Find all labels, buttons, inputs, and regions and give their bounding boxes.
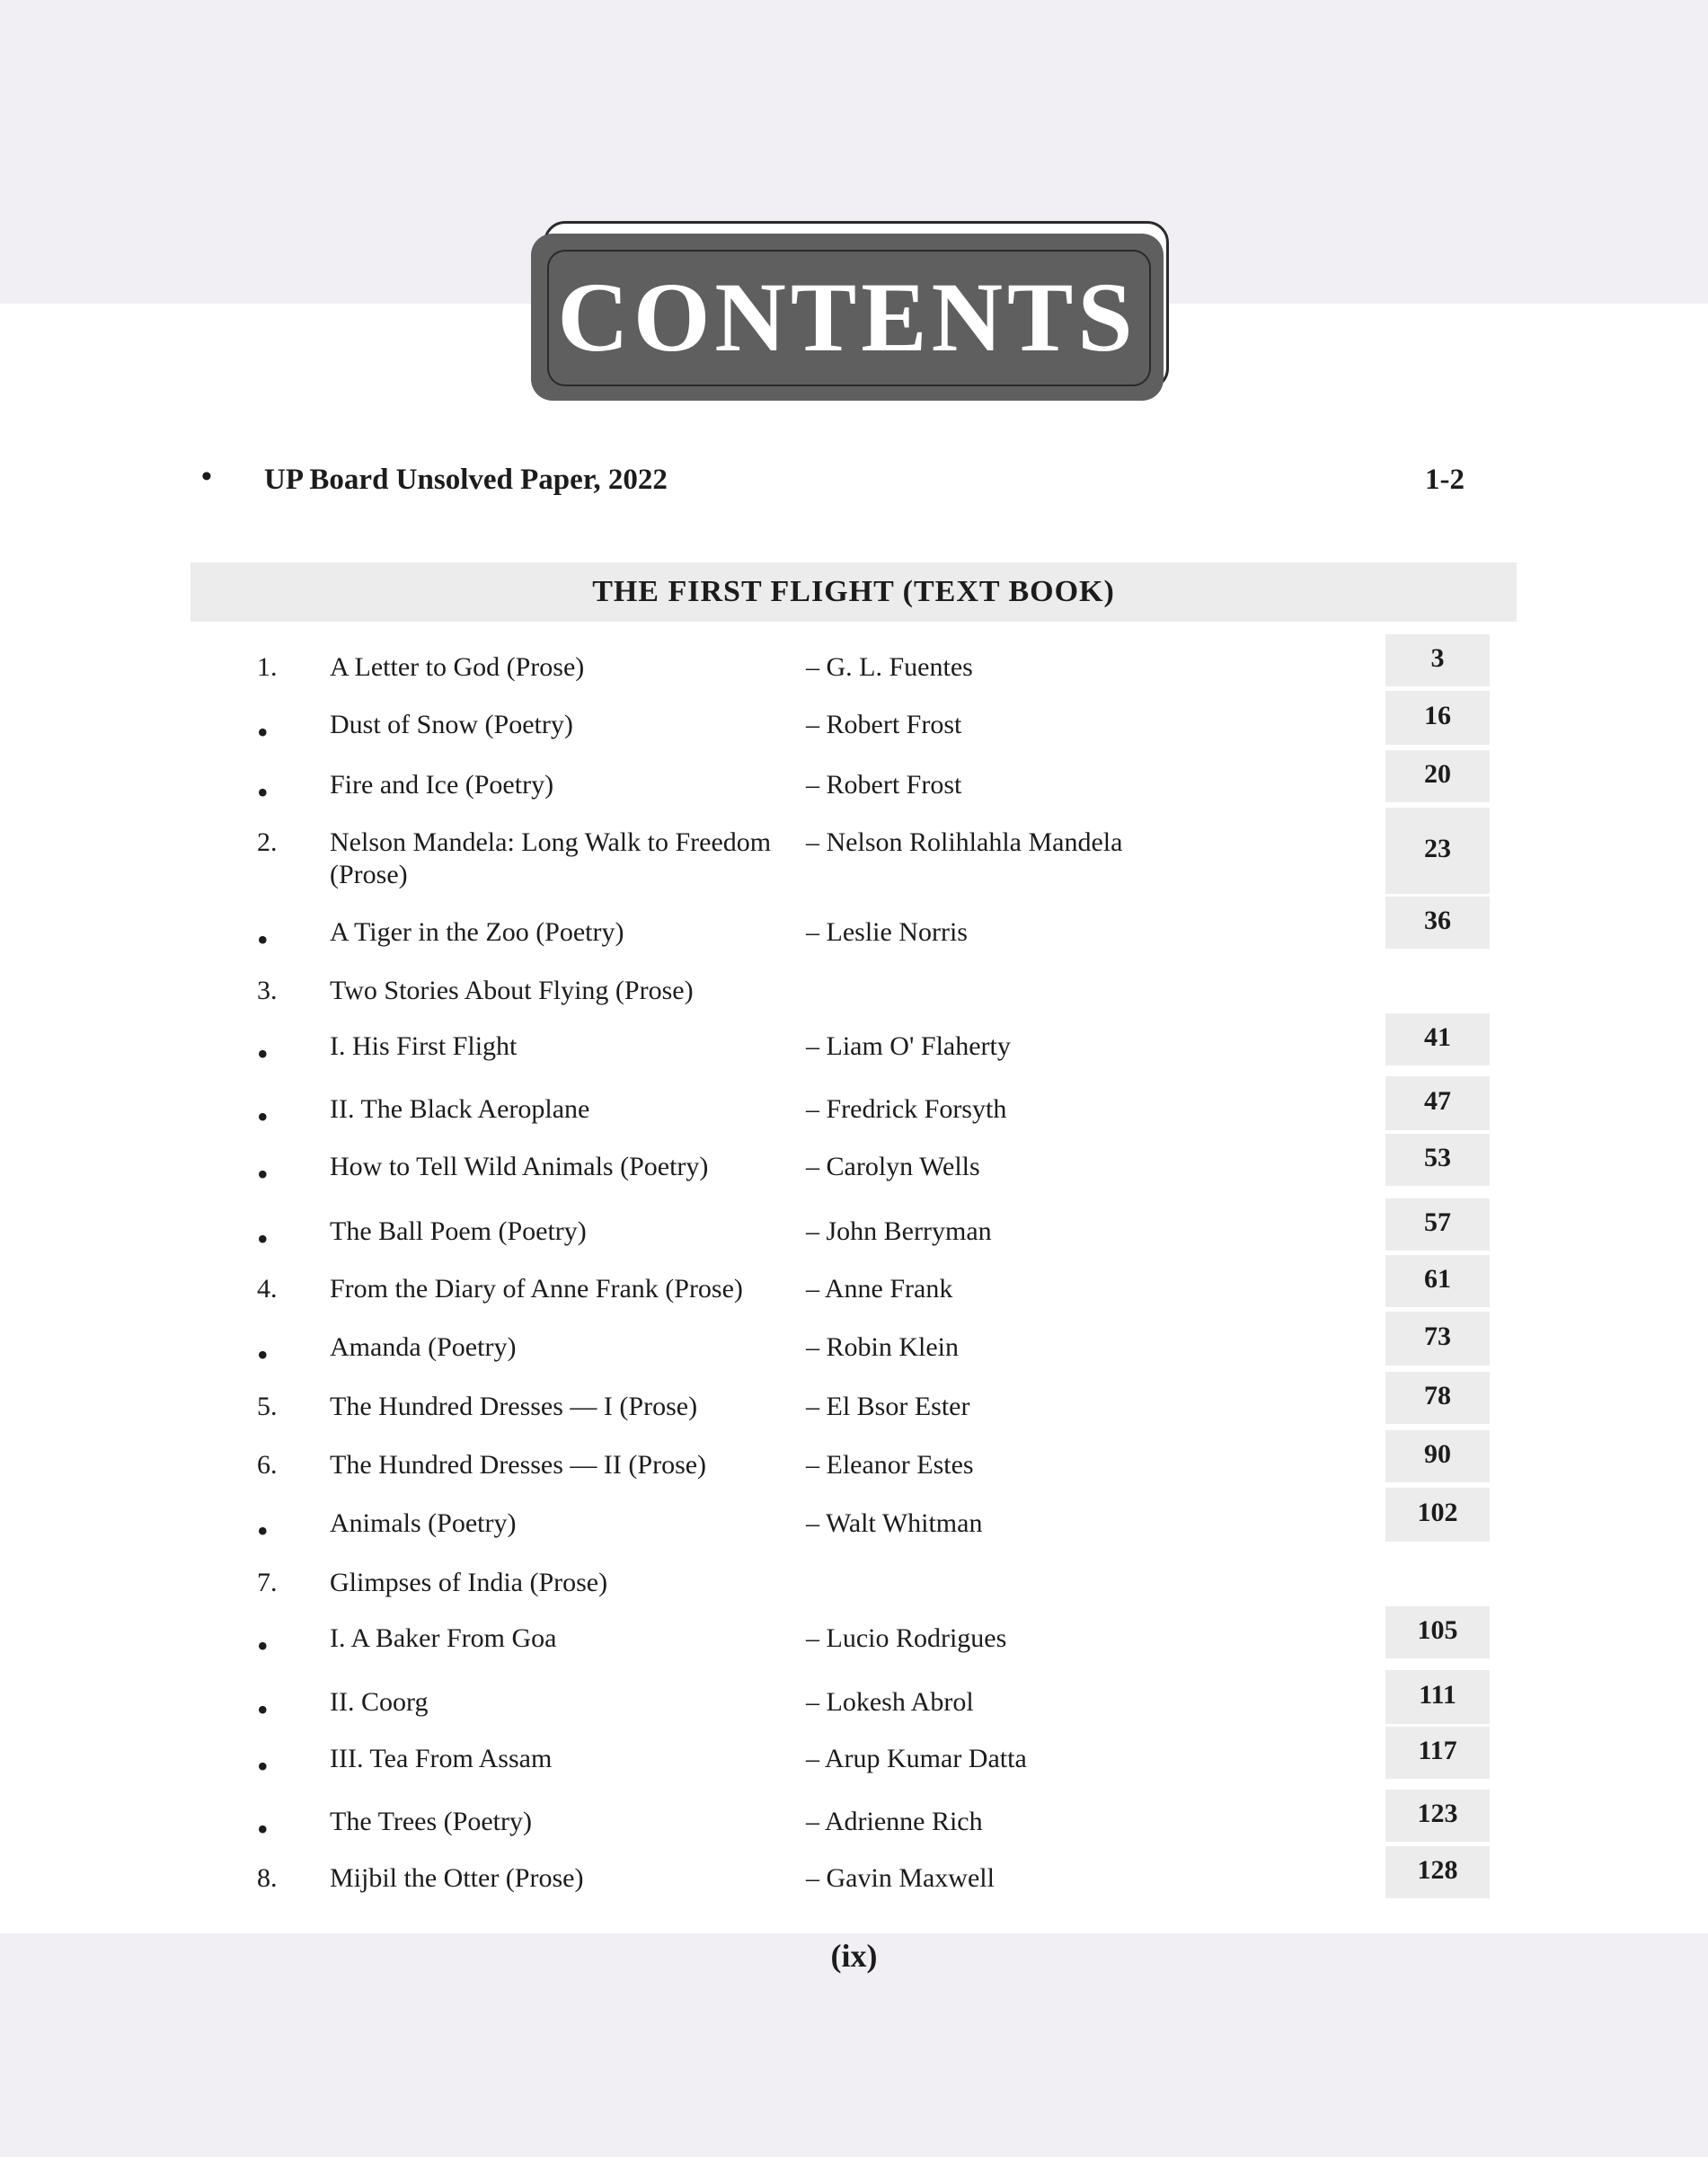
entry-number: 8.: [257, 1863, 278, 1893]
entry-title: Glimpses of India (Prose): [330, 1568, 608, 1597]
entry-page-number: 78: [1385, 1372, 1490, 1424]
entry-author: – Robert Frost: [806, 770, 962, 800]
entry-number: 4.: [257, 1274, 278, 1304]
entry-page-number: 105: [1385, 1606, 1490, 1658]
entry-title: I. A Baker From Goa: [330, 1623, 557, 1653]
entry-number: 2.: [257, 827, 278, 857]
entry-page-number: 128: [1385, 1846, 1490, 1898]
entry-author: – Lucio Rodrigues: [806, 1623, 1007, 1653]
entry-page-number: 16: [1385, 691, 1490, 745]
entry-title: Dust of Snow (Poetry): [330, 710, 573, 739]
entry-author: – El Bsor Ester: [806, 1392, 970, 1421]
entry-number: 1.: [257, 652, 278, 682]
entry-author: – John Berryman: [806, 1216, 992, 1246]
entry-author: – Carolyn Wells: [806, 1152, 980, 1181]
entry-page-number: 117: [1385, 1727, 1490, 1779]
entry-page-number: 102: [1385, 1488, 1490, 1542]
entry-title: A Letter to God (Prose): [330, 652, 585, 682]
entry-number: 5.: [257, 1392, 278, 1421]
entry-title: The Ball Poem (Poetry): [330, 1216, 587, 1246]
bullet-icon: •: [257, 1628, 269, 1664]
bullet-icon: •: [257, 1036, 269, 1072]
bullet-icon: •: [257, 714, 269, 750]
footer-page-number: (ix): [830, 1938, 878, 1974]
entry-title: Nelson Mandela: Long Walk to Freedom (Prose): [330, 827, 772, 889]
entry-title: Animals (Poetry): [330, 1508, 517, 1538]
entry-author: – Lokesh Abrol: [806, 1687, 974, 1717]
entry-title: From the Diary of Anne Frank (Prose): [330, 1274, 743, 1304]
entry-title: A Tiger in the Zoo (Poetry): [330, 917, 624, 947]
entry-page-number: 90: [1385, 1430, 1490, 1482]
entry-page-number: 23: [1385, 808, 1490, 894]
entry-page-number: 73: [1385, 1312, 1490, 1366]
entry-author: – Gavin Maxwell: [806, 1863, 995, 1893]
entry-page-number: 111: [1385, 1670, 1490, 1724]
entry-author: – G. L. Fuentes: [806, 652, 973, 682]
section-heading: THE FIRST FLIGHT (TEXT BOOK): [190, 562, 1517, 622]
unsolved-paper-label: UP Board Unsolved Paper, 2022: [264, 464, 668, 496]
entry-page-number: 20: [1385, 750, 1490, 802]
bullet-icon: •: [257, 1099, 269, 1135]
entry-page-number: 36: [1385, 897, 1490, 949]
bullet-icon: •: [257, 1748, 269, 1784]
entry-number: 6.: [257, 1450, 278, 1480]
entry-page-number: 3: [1385, 634, 1490, 686]
entry-title: Fire and Ice (Poetry): [330, 770, 554, 800]
unsolved-paper-pages: 1-2: [1425, 464, 1465, 496]
entry-page-number: 41: [1385, 1013, 1490, 1065]
bullet-icon: •: [257, 1337, 269, 1373]
entry-title: The Hundred Dresses — II (Prose): [330, 1450, 707, 1480]
entry-page-number: 57: [1385, 1198, 1490, 1251]
entry-title: II. The Black Aeroplane: [330, 1094, 590, 1124]
entry-title: Mijbil the Otter (Prose): [330, 1863, 584, 1893]
entry-author: – Walt Whitman: [806, 1508, 983, 1538]
entry-title: Amanda (Poetry): [330, 1332, 517, 1362]
entry-title: The Trees (Poetry): [330, 1807, 532, 1836]
entry-title: Two Stories About Flying (Prose): [330, 976, 694, 1005]
bullet-icon: •: [201, 460, 212, 493]
page-title: CONTENTS: [557, 262, 1137, 372]
entry-author: – Liam O' Flaherty: [806, 1031, 1011, 1061]
entry-author: – Fredrick Forsyth: [806, 1094, 1007, 1124]
entry-author: – Robin Klein: [806, 1332, 959, 1362]
entry-author: – Anne Frank: [806, 1274, 953, 1304]
entry-author: – Arup Kumar Datta: [806, 1744, 1027, 1773]
bullet-icon: •: [257, 774, 269, 810]
entry-title: II. Coorg: [330, 1687, 429, 1717]
entry-title: III. Tea From Assam: [330, 1744, 553, 1773]
bullet-icon: •: [257, 1513, 269, 1549]
bullet-icon: •: [257, 1221, 269, 1257]
entry-title: How to Tell Wild Animals (Poetry): [330, 1152, 709, 1181]
entry-author: – Eleanor Estes: [806, 1450, 974, 1480]
entry-number: 7.: [257, 1568, 278, 1597]
entry-author: – Nelson Rolihlahla Mandela: [806, 827, 1123, 857]
entry-page-number: 123: [1385, 1790, 1490, 1842]
entry-number: 3.: [257, 976, 278, 1005]
entry-page-number: 61: [1385, 1255, 1490, 1307]
entry-author: – Adrienne Rich: [806, 1807, 983, 1836]
bullet-icon: •: [257, 1811, 269, 1847]
entry-page-number: 53: [1385, 1134, 1490, 1186]
entry-page-number: 47: [1385, 1076, 1490, 1130]
entry-title: I. His First Flight: [330, 1031, 518, 1061]
bullet-icon: •: [257, 922, 269, 958]
entry-title: The Hundred Dresses — I (Prose): [330, 1392, 698, 1421]
bullet-icon: •: [257, 1692, 269, 1728]
entry-author: – Leslie Norris: [806, 917, 968, 947]
entry-author: – Robert Frost: [806, 710, 962, 739]
bullet-icon: •: [257, 1156, 269, 1192]
